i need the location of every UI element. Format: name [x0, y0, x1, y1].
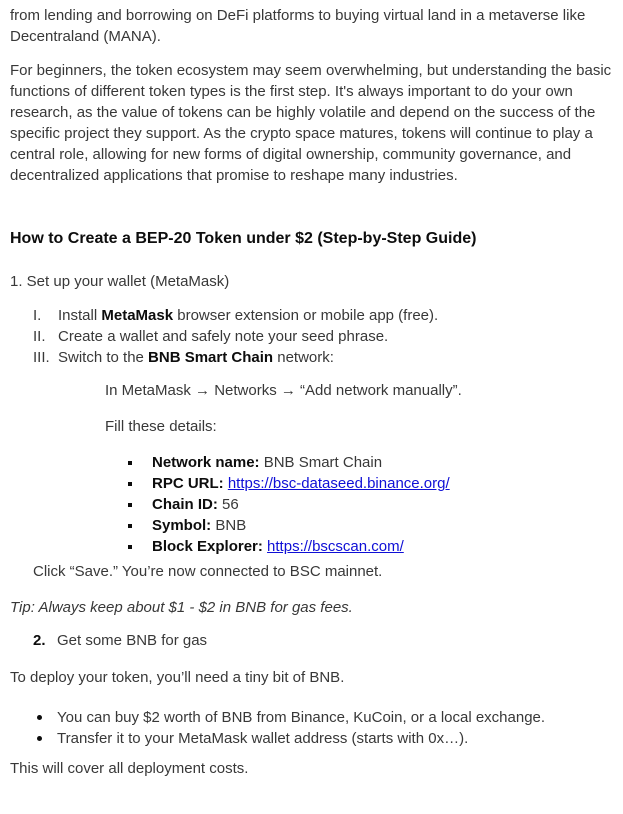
list-item [10, 728, 612, 749]
list-item-text: Create a wallet and safely note your seed phrase. [58, 328, 389, 345]
tip-note: Tip: Always keep about $1 - $2 in BNB for gas fees. [10, 599, 353, 616]
list-marker: I. [33, 307, 42, 324]
save-note: Click “Save.” You’re now connected to BSC mainnet. [33, 563, 383, 580]
list-item [10, 494, 612, 515]
list-item [10, 305, 612, 326]
list-item [10, 473, 612, 494]
detail-label: Symbol: [152, 517, 212, 534]
step2-bullet-list [10, 707, 612, 749]
step2-outro: This will cover all deployment costs. [10, 760, 249, 777]
bullet-square-icon [128, 545, 132, 549]
rpc-url-link[interactable]: https://bsc-dataseed.binance.org/ [227, 475, 450, 492]
detail-value: BNB [215, 517, 247, 534]
list-item-text: Install MetaMask browser extension or mobile app (free). [58, 307, 439, 324]
intro-paragraph-1: from lending and borrowing on DeFi platforms to buying virtual land in a metaverse like Decentraland (MANA). [10, 7, 586, 45]
list-item [10, 707, 612, 728]
step2-intro: To deploy your token, you’ll need a tiny bit of BNB. [10, 669, 345, 686]
list-item [10, 347, 612, 368]
list-marker: 2. [33, 632, 46, 649]
intro-paragraph-2: For beginners, the token ecosystem may seem overwhelming, but understanding the basic functions of different token types is the first step. It's always important to do your own research, as the value of tokens can be highly volatile and depend on the success of the specific project they support. As the crypto space matures, tokens will continue to play a central role, allowing for new forms of digital ownership, community governance, and decentralized applications that promise to reshape many industries. [10, 62, 612, 184]
fill-details-label: Fill these details: [105, 418, 217, 435]
detail-label: Chain ID: [152, 496, 218, 513]
detail-value: 56 [222, 496, 239, 513]
network-path-instruction: In MetaMask → Networks → “Add network manually”. [105, 382, 462, 399]
step2-title [10, 630, 612, 651]
list-item [10, 515, 612, 536]
list-item-text: You can buy $2 worth of BNB from Binance, KuCoin, or a local exchange. [57, 709, 546, 726]
list-item-text: Transfer it to your MetaMask wallet address (starts with 0x…). [57, 730, 469, 747]
detail-label: Block Explorer: [152, 538, 263, 555]
detail-value: BNB Smart Chain [263, 454, 383, 471]
bullet-square-icon [128, 482, 132, 486]
list-marker: II. [33, 328, 46, 345]
bullet-square-icon [128, 503, 132, 507]
list-item [10, 326, 612, 347]
bullet-round-icon [37, 736, 42, 741]
step1-title: 1. Set up your wallet (MetaMask) [10, 273, 230, 290]
step2-title-text: Get some BNB for gas [57, 632, 208, 649]
detail-label: Network name: [152, 454, 260, 471]
bullet-round-icon [37, 715, 42, 720]
bullet-square-icon [128, 461, 132, 465]
list-marker: III. [33, 349, 50, 366]
list-item [10, 536, 612, 557]
detail-label: RPC URL: [152, 475, 224, 492]
bullet-square-icon [128, 524, 132, 528]
guide-heading: How to Create a BEP-20 Token under $2 (Step-by-Step Guide) [10, 230, 477, 247]
list-item-text: Switch to the BNB Smart Chain network: [58, 349, 334, 366]
roman-numeral-list [10, 305, 612, 368]
block-explorer-link[interactable]: https://bscscan.com/ [267, 538, 404, 555]
list-item [10, 452, 612, 473]
network-details-list [10, 452, 612, 557]
